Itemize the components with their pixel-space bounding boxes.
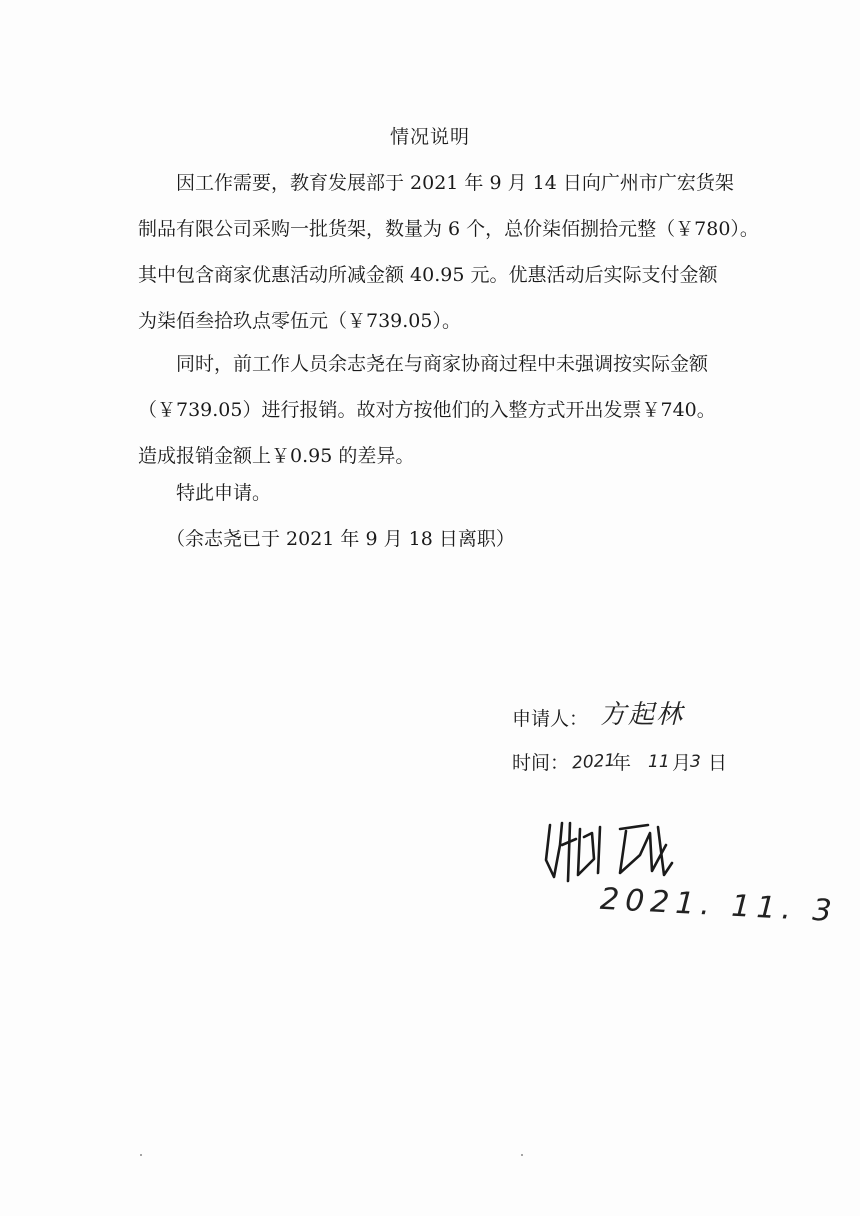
scan-dot (140, 1154, 142, 1156)
year-char: 年 (612, 752, 632, 774)
scan-dot (521, 1154, 523, 1156)
paragraph-line: （￥739.05）进行报销。故对方按他们的入整方式开出发票￥740。 (138, 399, 716, 421)
paragraph-line: 其中包含商家优惠活动所减金额 40.95 元。优惠活动后实际支付金额 (138, 264, 718, 286)
paragraph-line: 制品有限公司采购一批货架，数量为 6 个，总价柒佰捌拾元整（￥780）。 (138, 218, 759, 240)
applicant-handwritten-name: 方起林 (600, 700, 685, 730)
closing-line (138, 470, 758, 516)
month-char: 月 (672, 752, 692, 774)
closing-text: 特此申请。 (176, 482, 272, 504)
document-title: 情况说明 (389, 126, 470, 148)
note-text: （余志尧已于 2021 年 9 月 18 日离职） (166, 528, 515, 550)
handwritten-year: 2021 (571, 750, 616, 774)
handwritten-day: 3 (690, 752, 701, 772)
day-char: 日 (708, 752, 728, 774)
paragraph-explanation (138, 341, 758, 479)
time-label: 时间： (512, 752, 570, 774)
applicant-label: 申请人： (512, 708, 589, 730)
handwritten-month: 11 (648, 752, 670, 772)
paragraph-purchase (138, 160, 758, 344)
resignation-note (138, 516, 758, 562)
paragraph-line: 同时，前工作人员余志尧在与商家协商过程中未强调按实际金额 (176, 353, 709, 375)
paragraph-line: 为柒佰叁拾玖点零伍元（￥739.05）。 (138, 310, 461, 332)
handwritten-signature-date: 2021. 11. 3 (599, 881, 839, 930)
paragraph-line: 因工作需要，教育发展部于 2021 年 9 月 14 日向广州市广宏货架 (176, 172, 734, 194)
handwritten-signature (540, 815, 690, 885)
paragraph-line: 造成报销金额上￥0.95 的差异。 (138, 445, 415, 467)
